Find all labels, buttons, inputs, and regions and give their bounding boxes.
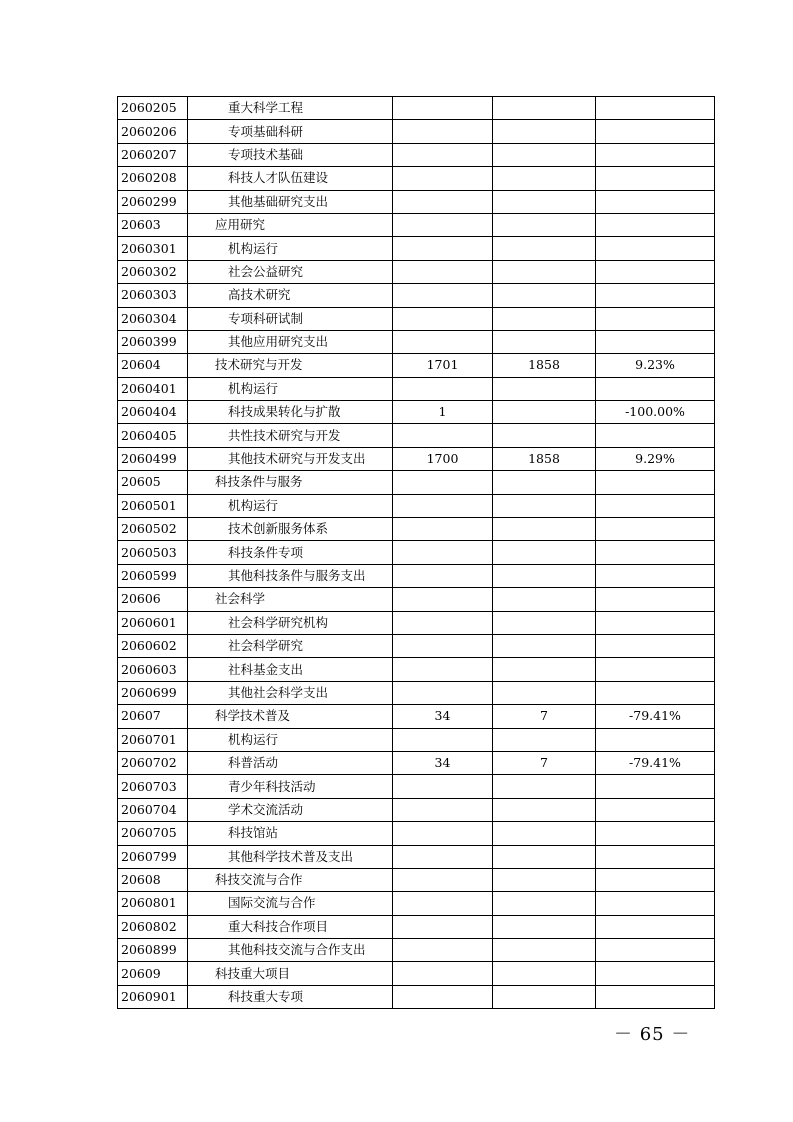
subject-name-cell: 其他科技条件与服务支出 — [188, 564, 393, 587]
prior-year-value-cell — [393, 658, 493, 681]
subject-name-cell: 社科基金支出 — [188, 658, 393, 681]
prior-year-value-cell — [393, 564, 493, 587]
subject-name-cell: 社会科学 — [188, 588, 393, 611]
prior-year-value-cell — [393, 167, 493, 190]
change-percent-cell — [596, 611, 715, 634]
subject-name-cell: 科技重大项目 — [188, 962, 393, 985]
subject-code-cell: 2060208 — [118, 167, 188, 190]
change-percent-cell — [596, 307, 715, 330]
change-percent-cell — [596, 798, 715, 821]
table-row — [118, 237, 715, 260]
table-row — [118, 775, 715, 798]
change-percent-cell — [596, 541, 715, 564]
current-year-value-cell — [493, 915, 596, 938]
table-row — [118, 120, 715, 143]
subject-name-cell: 机构运行 — [188, 494, 393, 517]
prior-year-value-cell — [393, 190, 493, 213]
prior-year-value-cell — [393, 494, 493, 517]
current-year-value-cell — [493, 962, 596, 985]
budget-table — [117, 96, 715, 1009]
change-percent-cell — [596, 588, 715, 611]
current-year-value-cell — [493, 939, 596, 962]
prior-year-value-cell — [393, 915, 493, 938]
current-year-value-cell — [493, 190, 596, 213]
table-row — [118, 494, 715, 517]
prior-year-value-cell — [393, 845, 493, 868]
subject-name-cell: 高技术研究 — [188, 284, 393, 307]
subject-name-cell: 技术创新服务体系 — [188, 518, 393, 541]
change-percent-cell — [596, 775, 715, 798]
subject-name-cell: 其他基础研究支出 — [188, 190, 393, 213]
subject-name-cell: 专项科研试制 — [188, 307, 393, 330]
table-row — [118, 260, 715, 283]
subject-name-cell: 科技重大专项 — [188, 985, 393, 1008]
subject-code-cell: 2060899 — [118, 939, 188, 962]
table-row — [118, 97, 715, 120]
current-year-value-cell: 7 — [493, 751, 596, 774]
subject-name-cell: 国际交流与合作 — [188, 892, 393, 915]
table-row — [118, 564, 715, 587]
subject-name-cell: 其他技术研究与开发支出 — [188, 447, 393, 470]
change-percent-cell — [596, 845, 715, 868]
current-year-value-cell: 1858 — [493, 354, 596, 377]
table-row — [118, 213, 715, 236]
subject-code-cell: 20603 — [118, 213, 188, 236]
current-year-value-cell — [493, 541, 596, 564]
change-percent-cell — [596, 494, 715, 517]
table-row — [118, 751, 715, 774]
prior-year-value-cell — [393, 728, 493, 751]
table-row — [118, 915, 715, 938]
subject-name-cell: 其他科学技术普及支出 — [188, 845, 393, 868]
change-percent-cell — [596, 143, 715, 166]
current-year-value-cell — [493, 822, 596, 845]
change-percent-cell — [596, 658, 715, 681]
change-percent-cell — [596, 564, 715, 587]
change-percent-cell — [596, 97, 715, 120]
prior-year-value-cell — [393, 775, 493, 798]
prior-year-value-cell — [393, 822, 493, 845]
subject-name-cell: 社会公益研究 — [188, 260, 393, 283]
table-row — [118, 892, 715, 915]
change-percent-cell: 9.29% — [596, 447, 715, 470]
change-percent-cell — [596, 681, 715, 704]
subject-code-cell: 2060401 — [118, 377, 188, 400]
change-percent-cell — [596, 634, 715, 657]
subject-code-cell: 2060399 — [118, 330, 188, 353]
table-row — [118, 845, 715, 868]
subject-code-cell: 2060303 — [118, 284, 188, 307]
current-year-value-cell — [493, 143, 596, 166]
prior-year-value-cell — [393, 307, 493, 330]
change-percent-cell — [596, 424, 715, 447]
prior-year-value-cell — [393, 424, 493, 447]
table-row — [118, 447, 715, 470]
subject-name-cell: 应用研究 — [188, 213, 393, 236]
subject-name-cell: 科技人才队伍建设 — [188, 167, 393, 190]
subject-code-cell: 2060501 — [118, 494, 188, 517]
prior-year-value-cell — [393, 588, 493, 611]
table-body — [118, 97, 715, 1009]
subject-name-cell: 机构运行 — [188, 728, 393, 751]
subject-code-cell: 2060901 — [118, 985, 188, 1008]
subject-code-cell: 20605 — [118, 471, 188, 494]
table-row — [118, 868, 715, 891]
current-year-value-cell — [493, 564, 596, 587]
subject-name-cell: 科技交流与合作 — [188, 868, 393, 891]
subject-code-cell: 2060601 — [118, 611, 188, 634]
table-row — [118, 728, 715, 751]
table-row — [118, 330, 715, 353]
change-percent-cell — [596, 237, 715, 260]
change-percent-cell — [596, 260, 715, 283]
table-row — [118, 401, 715, 424]
prior-year-value-cell — [393, 541, 493, 564]
subject-name-cell: 学术交流活动 — [188, 798, 393, 821]
prior-year-value-cell: 34 — [393, 751, 493, 774]
prior-year-value-cell: 1701 — [393, 354, 493, 377]
change-percent-cell — [596, 985, 715, 1008]
change-percent-cell: -100.00% — [596, 401, 715, 424]
subject-name-cell: 其他应用研究支出 — [188, 330, 393, 353]
subject-code-cell: 2060302 — [118, 260, 188, 283]
prior-year-value-cell — [393, 611, 493, 634]
subject-code-cell: 2060699 — [118, 681, 188, 704]
prior-year-value-cell — [393, 120, 493, 143]
table-row — [118, 798, 715, 821]
prior-year-value-cell: 1 — [393, 401, 493, 424]
current-year-value-cell — [493, 237, 596, 260]
table-row — [118, 377, 715, 400]
subject-code-cell: 2060704 — [118, 798, 188, 821]
prior-year-value-cell — [393, 260, 493, 283]
table-row — [118, 658, 715, 681]
current-year-value-cell — [493, 728, 596, 751]
current-year-value-cell — [493, 330, 596, 353]
subject-name-cell: 技术研究与开发 — [188, 354, 393, 377]
current-year-value-cell — [493, 377, 596, 400]
subject-code-cell: 2060702 — [118, 751, 188, 774]
subject-name-cell: 专项基础科研 — [188, 120, 393, 143]
subject-name-cell: 其他科技交流与合作支出 — [188, 939, 393, 962]
current-year-value-cell — [493, 401, 596, 424]
table-row — [118, 939, 715, 962]
prior-year-value-cell — [393, 985, 493, 1008]
current-year-value-cell — [493, 284, 596, 307]
subject-code-cell: 20607 — [118, 705, 188, 728]
current-year-value-cell — [493, 471, 596, 494]
table-row — [118, 167, 715, 190]
subject-code-cell: 2060502 — [118, 518, 188, 541]
prior-year-value-cell — [393, 97, 493, 120]
subject-name-cell: 科普活动 — [188, 751, 393, 774]
subject-name-cell: 科技馆站 — [188, 822, 393, 845]
current-year-value-cell — [493, 307, 596, 330]
current-year-value-cell — [493, 518, 596, 541]
subject-code-cell: 2060599 — [118, 564, 188, 587]
current-year-value-cell — [493, 120, 596, 143]
prior-year-value-cell — [393, 213, 493, 236]
subject-name-cell: 社会科学研究 — [188, 634, 393, 657]
change-percent-cell — [596, 330, 715, 353]
subject-code-cell: 2060207 — [118, 143, 188, 166]
change-percent-cell — [596, 284, 715, 307]
change-percent-cell — [596, 518, 715, 541]
current-year-value-cell — [493, 798, 596, 821]
table-row — [118, 307, 715, 330]
subject-name-cell: 社会科学研究机构 — [188, 611, 393, 634]
current-year-value-cell — [493, 681, 596, 704]
subject-code-cell: 2060205 — [118, 97, 188, 120]
current-year-value-cell — [493, 167, 596, 190]
current-year-value-cell — [493, 213, 596, 236]
prior-year-value-cell — [393, 868, 493, 891]
change-percent-cell — [596, 822, 715, 845]
subject-name-cell: 专项技术基础 — [188, 143, 393, 166]
current-year-value-cell — [493, 775, 596, 798]
change-percent-cell: -79.41% — [596, 705, 715, 728]
prior-year-value-cell — [393, 237, 493, 260]
table-row — [118, 284, 715, 307]
subject-code-cell: 2060206 — [118, 120, 188, 143]
table-row — [118, 424, 715, 447]
subject-code-cell: 2060705 — [118, 822, 188, 845]
prior-year-value-cell — [393, 518, 493, 541]
subject-code-cell: 2060404 — [118, 401, 188, 424]
table-row — [118, 354, 715, 377]
subject-name-cell: 重大科技合作项目 — [188, 915, 393, 938]
current-year-value-cell — [493, 634, 596, 657]
current-year-value-cell — [493, 658, 596, 681]
change-percent-cell: 9.23% — [596, 354, 715, 377]
table-row — [118, 962, 715, 985]
subject-code-cell: 20609 — [118, 962, 188, 985]
subject-name-cell: 机构运行 — [188, 377, 393, 400]
prior-year-value-cell — [393, 143, 493, 166]
subject-code-cell: 20608 — [118, 868, 188, 891]
subject-code-cell: 2060299 — [118, 190, 188, 213]
current-year-value-cell — [493, 845, 596, 868]
subject-code-cell: 2060703 — [118, 775, 188, 798]
subject-name-cell: 机构运行 — [188, 237, 393, 260]
change-percent-cell — [596, 120, 715, 143]
current-year-value-cell — [493, 424, 596, 447]
change-percent-cell — [596, 728, 715, 751]
table-row — [118, 634, 715, 657]
current-year-value-cell: 7 — [493, 705, 596, 728]
table-row — [118, 143, 715, 166]
change-percent-cell — [596, 190, 715, 213]
change-percent-cell — [596, 377, 715, 400]
table-row — [118, 705, 715, 728]
table-row — [118, 541, 715, 564]
prior-year-value-cell — [393, 284, 493, 307]
subject-name-cell: 科学技术普及 — [188, 705, 393, 728]
current-year-value-cell: 1858 — [493, 447, 596, 470]
current-year-value-cell — [493, 892, 596, 915]
subject-code-cell: 2060304 — [118, 307, 188, 330]
prior-year-value-cell — [393, 681, 493, 704]
prior-year-value-cell — [393, 330, 493, 353]
prior-year-value-cell: 34 — [393, 705, 493, 728]
subject-code-cell: 20604 — [118, 354, 188, 377]
change-percent-cell — [596, 471, 715, 494]
subject-code-cell: 2060799 — [118, 845, 188, 868]
table-row — [118, 822, 715, 845]
subject-name-cell: 青少年科技活动 — [188, 775, 393, 798]
change-percent-cell — [596, 213, 715, 236]
subject-code-cell: 2060503 — [118, 541, 188, 564]
subject-code-cell: 2060801 — [118, 892, 188, 915]
current-year-value-cell — [493, 97, 596, 120]
prior-year-value-cell — [393, 377, 493, 400]
change-percent-cell — [596, 167, 715, 190]
subject-code-cell: 2060603 — [118, 658, 188, 681]
subject-code-cell: 2060701 — [118, 728, 188, 751]
current-year-value-cell — [493, 494, 596, 517]
current-year-value-cell — [493, 611, 596, 634]
table-row — [118, 588, 715, 611]
change-percent-cell — [596, 962, 715, 985]
change-percent-cell — [596, 939, 715, 962]
current-year-value-cell — [493, 868, 596, 891]
prior-year-value-cell: 1700 — [393, 447, 493, 470]
subject-code-cell: 20606 — [118, 588, 188, 611]
subject-code-cell: 2060301 — [118, 237, 188, 260]
current-year-value-cell — [493, 985, 596, 1008]
page-number: － 65 － — [614, 1024, 691, 1045]
subject-code-cell: 2060499 — [118, 447, 188, 470]
prior-year-value-cell — [393, 962, 493, 985]
table-row — [118, 471, 715, 494]
prior-year-value-cell — [393, 471, 493, 494]
subject-name-cell: 其他社会科学支出 — [188, 681, 393, 704]
subject-code-cell: 2060405 — [118, 424, 188, 447]
change-percent-cell: -79.41% — [596, 751, 715, 774]
prior-year-value-cell — [393, 634, 493, 657]
change-percent-cell — [596, 915, 715, 938]
subject-name-cell: 重大科学工程 — [188, 97, 393, 120]
table-row — [118, 985, 715, 1008]
table-row — [118, 611, 715, 634]
prior-year-value-cell — [393, 939, 493, 962]
subject-name-cell: 科技成果转化与扩散 — [188, 401, 393, 424]
table-row — [118, 681, 715, 704]
table-row — [118, 518, 715, 541]
current-year-value-cell — [493, 588, 596, 611]
prior-year-value-cell — [393, 798, 493, 821]
subject-name-cell: 共性技术研究与开发 — [188, 424, 393, 447]
current-year-value-cell — [493, 260, 596, 283]
subject-code-cell: 2060802 — [118, 915, 188, 938]
change-percent-cell — [596, 892, 715, 915]
subject-name-cell: 科技条件专项 — [188, 541, 393, 564]
subject-code-cell: 2060602 — [118, 634, 188, 657]
prior-year-value-cell — [393, 892, 493, 915]
table-row — [118, 190, 715, 213]
change-percent-cell — [596, 868, 715, 891]
subject-name-cell: 科技条件与服务 — [188, 471, 393, 494]
